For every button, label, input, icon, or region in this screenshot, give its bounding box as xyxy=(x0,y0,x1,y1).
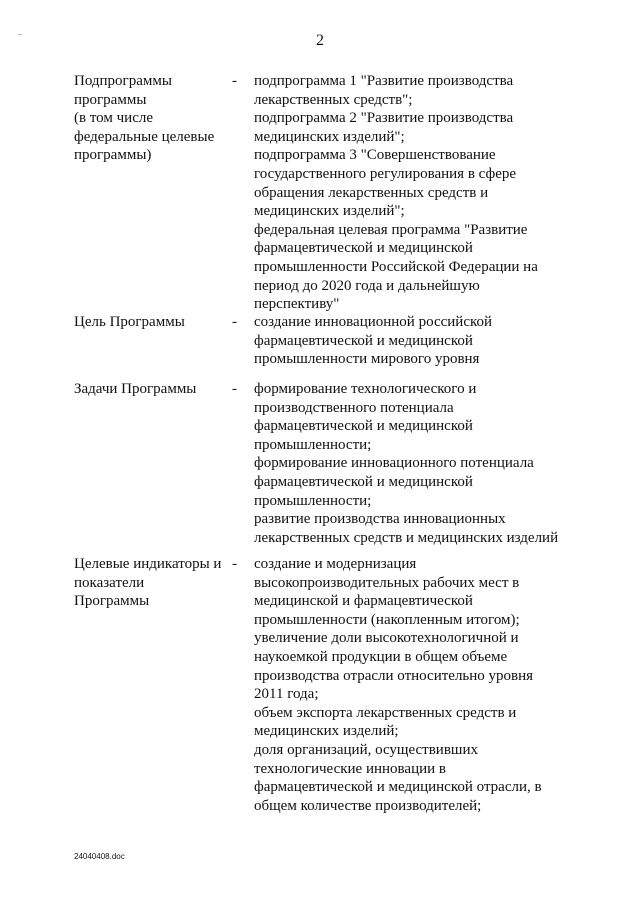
dash-separator: - xyxy=(232,381,237,397)
value-line: подпрограмма 3 "Совершенствование xyxy=(254,147,496,164)
value-line: фармацевтической и медицинской xyxy=(254,473,473,490)
label-line: показатели xyxy=(74,574,145,591)
label-line: программы xyxy=(74,91,147,108)
value-line: медицинских изделий"; xyxy=(254,203,405,220)
value-line: производственного потенциала xyxy=(254,399,454,416)
row-goal xyxy=(74,313,574,369)
row-value xyxy=(254,380,574,547)
value-line: технологические инновации в xyxy=(254,760,447,777)
value-line: промышленности мирового уровня xyxy=(254,351,480,368)
row-value xyxy=(254,555,574,815)
value-line: объем экспорта лекарственных средств и xyxy=(254,704,517,721)
dash-separator: - xyxy=(232,73,237,89)
label-line: Программы xyxy=(74,593,150,610)
value-line: высокопроизводительных рабочих мест в xyxy=(254,574,520,591)
value-line: медицинской и фармацевтической xyxy=(254,593,473,610)
label-line: Подпрограммы xyxy=(74,73,172,89)
value-line: подпрограмма 2 "Развитие производства xyxy=(254,110,514,127)
row-label xyxy=(74,555,232,815)
row-subprograms xyxy=(74,72,574,314)
dash-separator: - xyxy=(232,556,237,572)
value-line: государственного регулирования в сфере xyxy=(254,165,517,182)
value-line: фармацевтической и медицинской xyxy=(254,240,473,257)
value-line: промышленности; xyxy=(254,492,372,509)
label-line: программы) xyxy=(74,147,152,164)
value-line: увеличение доли высокотехнологичной и xyxy=(254,630,519,647)
label-line: Целевые индикаторы и xyxy=(74,556,222,572)
value-line: производства отрасли относительно уровня xyxy=(254,667,534,684)
value-line: федеральная целевая программа "Развитие xyxy=(254,221,528,238)
value-line: промышленности Российской Федерации на xyxy=(254,258,538,275)
value-line: медицинских изделий"; xyxy=(254,128,405,145)
row-value xyxy=(254,72,574,314)
value-line: общем количестве производителей; xyxy=(254,797,482,814)
label-line: Задачи Программы xyxy=(74,381,197,397)
value-line: фармацевтической и медицинской отрасли, в xyxy=(254,779,542,796)
value-line: промышленности; xyxy=(254,436,372,453)
value-line: промышленности (накопленным итогом); xyxy=(254,611,520,628)
label-line: Цель Программы xyxy=(74,314,185,330)
page-number: 2 xyxy=(316,32,324,49)
value-line: лекарственных средств"; xyxy=(254,91,413,108)
value-line: создание инновационной российской xyxy=(254,314,493,330)
value-line: создание и модернизация xyxy=(254,556,417,572)
row-value xyxy=(254,313,574,369)
value-line: фармацевтической и медицинской xyxy=(254,332,473,349)
row-label xyxy=(74,313,232,369)
value-line: доля организаций, осуществивших xyxy=(254,741,478,758)
value-line: период до 2020 года и дальнейшую xyxy=(254,277,480,294)
label-line: федеральные целевые xyxy=(74,128,215,145)
value-line: развитие производства инновационных xyxy=(254,511,506,528)
file-name-footer: 24040408.doc xyxy=(74,852,125,861)
value-line: медицинских изделий; xyxy=(254,723,399,740)
value-line: обращения лекарственных средств и xyxy=(254,184,489,201)
row-indicators xyxy=(74,555,574,815)
dash-separator: - xyxy=(232,314,237,330)
row-label xyxy=(74,72,232,314)
value-line: лекарственных средств и медицинских изделий xyxy=(254,529,559,546)
value-line: фармацевтической и медицинской xyxy=(254,418,473,435)
value-line: 2011 года; xyxy=(254,686,319,703)
value-line: перспективу" xyxy=(254,296,340,313)
value-line: формирование технологического и xyxy=(254,381,477,397)
row-tasks xyxy=(74,380,574,547)
value-line: формирование инновационного потенциала xyxy=(254,455,534,472)
label-line: (в том числе xyxy=(74,110,154,127)
row-label xyxy=(74,380,232,547)
value-line: подпрограмма 1 "Развитие производства xyxy=(254,73,514,89)
value-line: наукоемкой продукции в общем объеме xyxy=(254,648,508,665)
